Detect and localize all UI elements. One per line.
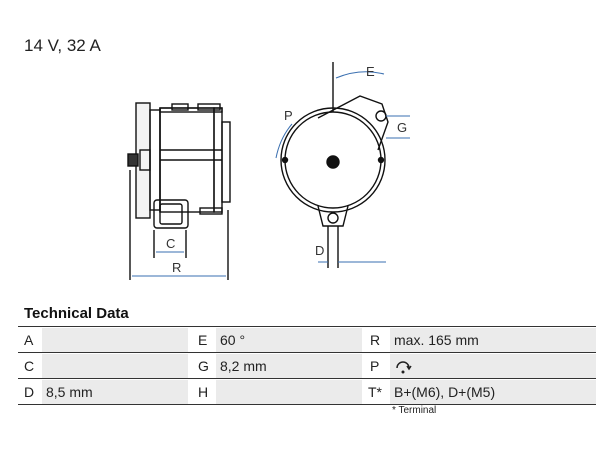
spec-value-t: B+(M6), D+(M5) <box>394 384 496 400</box>
product-heading: 14 V, 32 A <box>24 36 101 55</box>
dimension-label-d: D <box>315 243 325 258</box>
dimension-label-g: G <box>397 120 408 135</box>
value-band <box>42 328 188 352</box>
table-top-rule <box>18 326 596 327</box>
table-row-rule <box>18 352 596 353</box>
table-row-rule <box>18 378 596 379</box>
value-band <box>390 354 596 378</box>
value-band <box>216 380 362 404</box>
rotation-clockwise-icon <box>394 357 412 375</box>
spec-key-g: G <box>198 358 209 374</box>
spec-value-r: max. 165 mm <box>394 332 479 348</box>
spec-value-e: 60 ° <box>220 332 246 348</box>
dimension-label-p: P <box>284 108 293 123</box>
spec-key-r: R <box>370 332 381 348</box>
front-view-alternator <box>281 62 388 268</box>
spec-key-a: A <box>24 332 34 348</box>
spec-key-h: H <box>198 384 209 400</box>
spec-key-t: T* <box>368 384 382 400</box>
table-bottom-rule <box>18 404 596 405</box>
spec-key-d: D <box>24 384 35 400</box>
dimension-label-e: E <box>366 64 375 79</box>
terminal-footnote: * Terminal <box>392 405 437 416</box>
technical-data-title: Technical Data <box>24 305 129 322</box>
spec-key-c: C <box>24 358 35 374</box>
dimension-label-c: C <box>166 236 176 251</box>
spec-value-d: 8,5 mm <box>46 384 93 400</box>
spec-key-p: P <box>370 358 380 374</box>
spec-value-g: 8,2 mm <box>220 358 267 374</box>
spec-key-e: E <box>198 332 208 348</box>
side-view-alternator <box>128 103 230 280</box>
dimension-label-r: R <box>172 260 182 275</box>
value-band <box>42 354 188 378</box>
